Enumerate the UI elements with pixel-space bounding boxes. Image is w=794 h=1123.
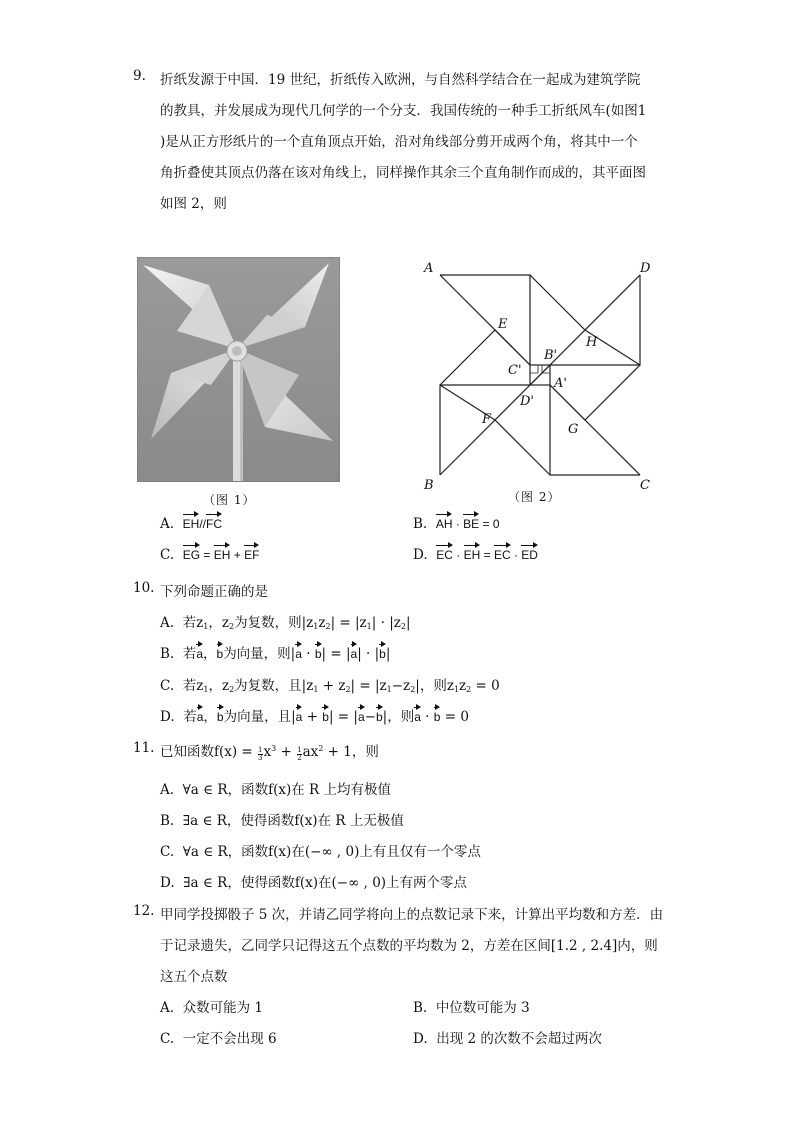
- q11-option-c: C. ∀a ∈ R，函数f(x)在(−∞ , 0)上有且仅有一个零点: [160, 844, 481, 860]
- pinwheel-diagram: [420, 255, 660, 495]
- q9-line-5: 如图 2，则: [160, 196, 227, 212]
- pinwheel-photo: [137, 257, 340, 482]
- q9-line-1: 折纸发源于中国．19 世纪，折纸传入欧洲，与自然科学结合在一起成为建筑学院: [160, 72, 641, 88]
- point-e-label: E: [498, 317, 508, 332]
- q12-option-c: C. 一定不会出现 6: [160, 1031, 277, 1047]
- q12-number: 12.: [133, 903, 155, 919]
- q10-option-a: A. 若$z_1$，$z_2$为复数，则$|z_1z_2| = |z_1| \cdot |z_2|$: [160, 615, 411, 631]
- figure-2-caption: （图 2）: [508, 490, 561, 504]
- q9-option-b: B. AH · BE = 0: [413, 516, 500, 532]
- q10-option-d: D. 若a，b为向量，且|a + b| = |a−b|，则a · b = 0: [160, 709, 469, 725]
- point-h-label: H: [586, 335, 598, 350]
- point-b-prime-label: B': [544, 348, 558, 363]
- q11-option-a: A. ∀a ∈ R，函数f(x)在 R 上均有极值: [160, 782, 391, 798]
- q12-option-a: A. 众数可能为 1: [160, 1000, 264, 1016]
- q11-stem: 已知函数f(x) = $\frac{1}{3}$ $x^3$ + $\frac{1}{2}$ $ax^2 + 1$，则: [160, 744, 379, 762]
- q12-option-b: B. 中位数可能为 3: [413, 1000, 530, 1016]
- q9-line-4: 角折叠使其顶点仍落在该对角线上，同样操作其余三个直角制作而成的，其平面图: [160, 165, 646, 181]
- q9-option-c: C. EG = EH + EF: [160, 547, 260, 563]
- figure-1-caption: （图 1）: [203, 493, 256, 507]
- q12-line-3: 这五个点数: [160, 969, 228, 985]
- q9-line-2: 的教具，并发展成为现代几何学的一个分支．我国传统的一种手工折纸风车(如图1: [160, 103, 647, 119]
- q11-option-b: B. ∃a ∈ R，使得函数f(x)在 R 上无极值: [160, 813, 404, 829]
- point-f-label: F: [482, 412, 492, 427]
- point-c-label: C: [640, 478, 650, 493]
- point-a-prime-label: A': [554, 376, 567, 391]
- point-b-label: B: [424, 478, 434, 493]
- q10-option-c: C. 若$z_1$，$z_2$为复数，且$|z_1 + z_2| = |z_1-z_2|$，则$z_1z_2 = 0$: [160, 678, 500, 694]
- q11-option-d: D. ∃a ∈ R，使得函数f(x)在(−∞ , 0)上有两个零点: [160, 875, 468, 891]
- q10-option-b: B. 若a，b为向量，则|a · b| = |a| · |b|: [160, 646, 391, 662]
- point-d-label: D: [640, 261, 651, 276]
- q10-number: 10.: [133, 580, 155, 596]
- q9-option-d: D. EC · EH = EC · ED: [413, 547, 538, 563]
- q12-line-1: 甲同学投掷骰子 5 次，并请乙同学将向上的点数记录下来，计算出平均数和方差．由: [160, 907, 664, 923]
- q9-number: 9.: [133, 68, 146, 84]
- point-a-label: A: [424, 261, 434, 276]
- q12-line-2: 于记录遗失，乙同学只记得这五个点数的平均数为 2，方差在区间[1.2 , 2.4]内，则: [160, 938, 658, 954]
- q12-option-d: D. 出现 2 的次数不会超过两次: [413, 1031, 602, 1047]
- q11-number: 11.: [133, 740, 155, 756]
- q9-line-3: )是从正方形纸片的一个直角顶点开始，沿对角线部分剪开成两个角，将其中一个: [160, 134, 638, 150]
- point-d-prime-label: D': [520, 394, 534, 409]
- q10-stem: 下列命题正确的是: [160, 584, 268, 600]
- point-g-label: G: [568, 422, 579, 437]
- point-c-prime-label: C': [508, 363, 522, 378]
- q9-option-a: A. EH//FC: [160, 516, 222, 532]
